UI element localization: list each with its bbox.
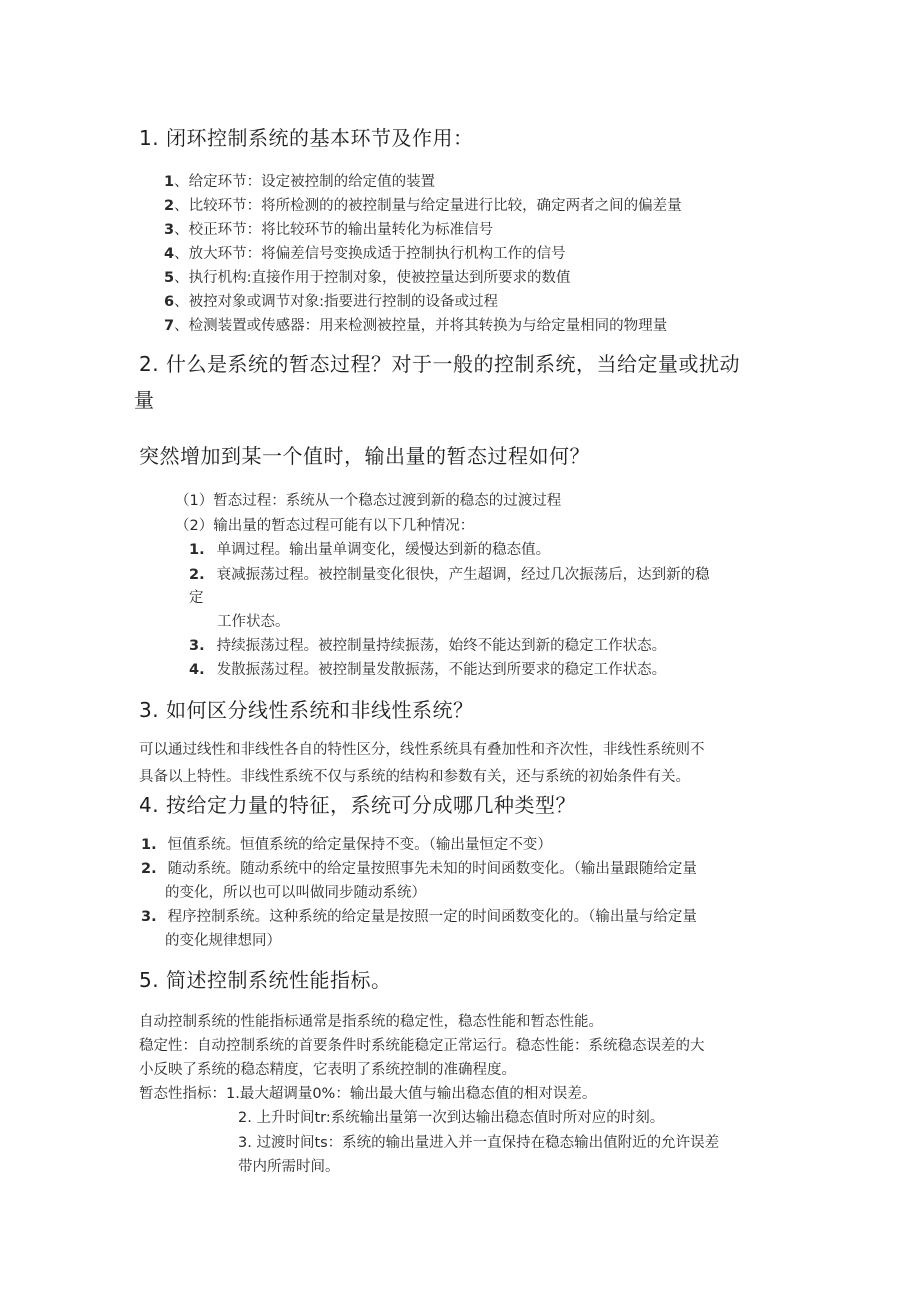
q2-item-2-wrap-1: 定 (189, 590, 204, 606)
q2-item-4 (189, 658, 666, 679)
q4-item-3 (141, 905, 697, 926)
q1-item-7 (164, 314, 667, 335)
q4-item-2-text: 随动系统。随动系统中的给定量按照事先未知的时间函数变化。（输出量跟随给定量 (167, 861, 697, 877)
q5-line-4: 暂态性指标：1.最大超调量0%：输出最大值与输出稳态值的相对误差。 (139, 1086, 597, 1102)
q2-item-2 (189, 563, 710, 584)
q1-item-6 (164, 290, 498, 311)
q1-item-4-num: 4 (164, 246, 175, 262)
q4-item-1-num: 1. (141, 837, 157, 853)
q4-item-1-text: 恒值系统。恒值系统的给定量保持不变。（输出量恒定不变） (167, 837, 552, 853)
q2-item-2-text: 衰减振荡过程。被控制量变化很快，产生超调，经过几次振荡后，达到新的稳 (216, 567, 710, 583)
q1-item-6-text: 、被控对象或调节对象:指要进行控制的设备或过程 (174, 294, 498, 310)
q1-item-3 (164, 218, 493, 239)
q2-item-3-text: 持续振荡过程。被控制量持续振荡，始终不能达到新的稳定工作状态。 (216, 638, 667, 654)
q1-item-4-text: 、放大环节：将偏差信号变换成适于控制执行机构工作的信号 (174, 246, 566, 262)
q3-heading: 3. 如何区分线性系统和非线性系统？ (139, 698, 474, 722)
q1-item-5 (164, 266, 570, 287)
q4-heading: 4. 按给定力量的特征，系统可分成哪几种类型？ (139, 793, 576, 817)
q1-item-1-text: 、给定环节：设定被控制的给定值的装置 (174, 174, 436, 190)
q2-heading-line1: 2. 什么是系统的暂态过程？对于一般的控制系统，当给定量或扰动 (139, 352, 740, 376)
q4-item-3-cont: 的变化规律想同） (165, 933, 281, 949)
q5-line-1: 自动控制系统的性能指标通常是指系统的稳定性，稳态性能和暂态性能。 (139, 1014, 603, 1030)
q1-heading: 1. 闭环控制系统的基本环节及作用： (139, 126, 474, 150)
q2-para-2: （2）输出量的暂态过程可能有以下几种情况： (175, 518, 475, 534)
q2-item-1-num: 1. (189, 542, 205, 558)
q2-item-2-wrap-2: 工作状态。 (217, 614, 290, 630)
q1-item-2-text: 、比较环节：将所检测的的被控制量与给定量进行比较，确定两者之间的偏差量 (174, 198, 682, 214)
q1-item-2 (164, 194, 682, 215)
q1-item-2-num: 2 (164, 198, 175, 214)
q4-item-2-num: 2. (141, 861, 157, 877)
q2-item-4-text: 发散振荡过程。被控制量发散振荡，不能达到所要求的稳定工作状态。 (216, 662, 667, 678)
q4-item-3-num: 3. (141, 909, 157, 925)
q1-item-7-text: 、检测装置或传感器：用来检测被控量，并将其转换为与给定量相同的物理量 (174, 318, 668, 334)
q2-item-3-num: 3. (189, 638, 205, 654)
q2-heading-line3: 突然增加到某一个值时，输出量的暂态过程如何？ (139, 444, 590, 468)
q1-item-5-text: 、执行机构:直接作用于控制对象，使被控量达到所要求的数值 (174, 270, 571, 286)
q5-line-6: 3. 过渡时间ts：系统的输出量进入并一直保持在稳态输出值附近的允许误差 (238, 1135, 720, 1151)
q1-item-4 (164, 242, 566, 263)
q5-line-3: 小反映了系统的稳态精度，它表明了系统控制的准确程度。 (139, 1062, 516, 1078)
q3-line-1: 可以通过线性和非线性各自的特性区分，线性系统具有叠加性和齐次性，非线性系统则不 (139, 742, 705, 758)
q2-item-1 (189, 538, 550, 559)
q4-item-2-cont: 的变化，所以也可以叫做同步随动系统） (165, 885, 426, 901)
q2-para-1: （1）暂态过程：系统从一个稳态过渡到新的稳态的过渡过程 (175, 493, 562, 509)
q5-heading: 5. 简述控制系统性能指标。 (139, 968, 392, 992)
q2-item-4-num: 4. (189, 662, 205, 678)
q2-item-3 (189, 634, 666, 655)
q2-item-2-num: 2. (189, 567, 205, 583)
q1-item-3-num: 3 (164, 222, 175, 238)
q4-item-2 (141, 857, 697, 878)
q1-item-5-num: 5 (164, 270, 175, 286)
q1-item-7-num: 7 (164, 318, 175, 334)
q1-item-1-num: 1 (164, 174, 175, 190)
q5-line-7: 带内所需时间。 (238, 1159, 340, 1175)
q1-item-3-text: 、校正环节：将比较环节的输出量转化为标准信号 (174, 222, 494, 238)
q1-item-6-num: 6 (164, 294, 175, 310)
q5-line-2: 稳定性：自动控制系统的首要条件时系统能稳定正常运行。稳态性能：系统稳态误差的大 (139, 1038, 705, 1054)
q4-item-3-text: 程序控制系统。这种系统的给定量是按照一定的时间函数变化的。（输出量与给定量 (167, 909, 697, 925)
q4-item-1 (141, 833, 552, 854)
q2-item-1-text: 单调过程。输出量单调变化，缓慢达到新的稳态值。 (216, 542, 551, 558)
q5-line-5: 2. 上升时间tr:系统输出量第一次到达输出稳态值时所对应的时刻。 (238, 1110, 665, 1126)
q1-item-1 (164, 170, 435, 191)
q2-heading-line2: 量 (134, 388, 155, 412)
q3-line-2: 具备以上特性。非线性系统不仅与系统的结构和参数有关，还与系统的初始条件有关。 (139, 769, 690, 785)
